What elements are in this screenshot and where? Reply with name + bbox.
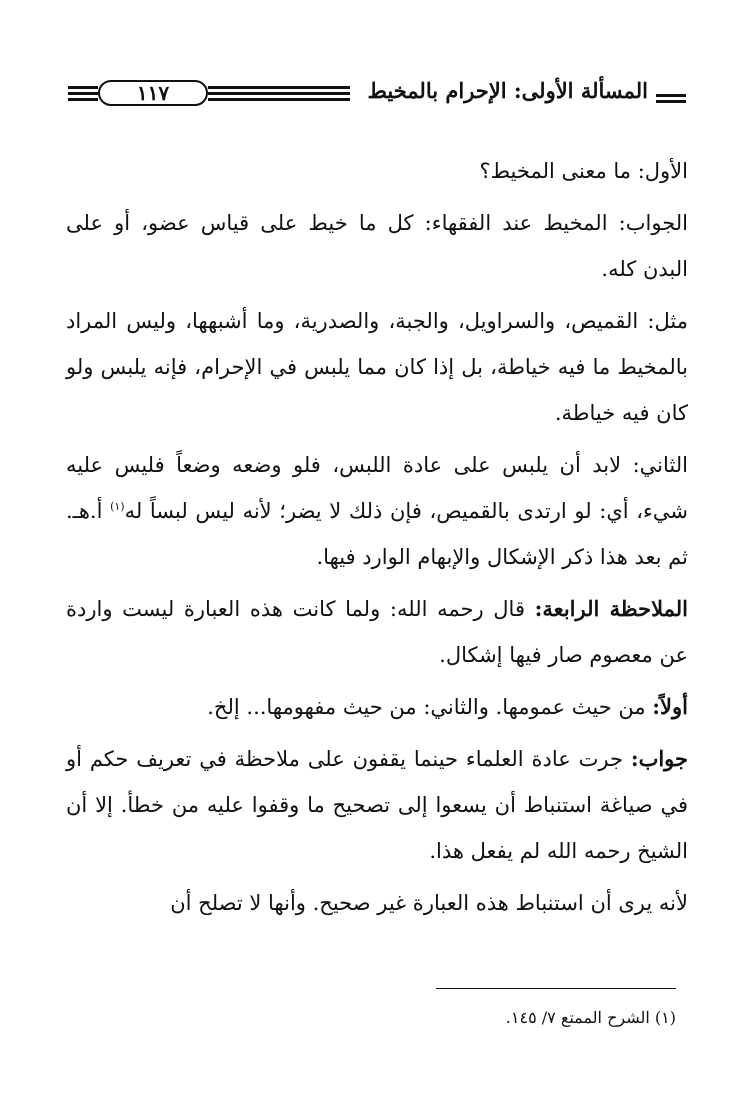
main-text bbox=[66, 148, 688, 932]
paragraph bbox=[66, 684, 688, 730]
header-ornament-right bbox=[656, 94, 686, 106]
paragraph-text: قال رحمه الله: ولما كانت هذه العبارة ليست واردة عن معصوم صار فيها إشكال. bbox=[66, 597, 688, 667]
paragraph: مثل: القميص، والسراويل، والجبة، والصدرية، وما أشبهها، وليس المراد بالمخيط ما فيه خياطة، بل إذا كان مما يلبس في الإحرام، فإنه يلبس ولو كان فيه خياطة. bbox=[66, 309, 688, 425]
header-ornament-middle bbox=[208, 86, 350, 104]
footnote: (١) الشرح الممتع ٧/ ١٤٥. bbox=[505, 1008, 676, 1027]
chapter-title: المسألة الأولى: الإحرام بالمخيط bbox=[367, 78, 648, 103]
paragraph: لأنه يرى أن استنباط هذه العبارة غير صحيح. وأنها لا تصلح أن bbox=[170, 891, 688, 915]
paragraph-text: من حيث عمومها. والثاني: من حيث مفهومها... إلخ. bbox=[207, 695, 653, 719]
header-ornament-left bbox=[68, 86, 98, 104]
paragraph-text: أ.هـ. ثم بعد هذا ذكر الإشكال والإبهام الوارد فيها. bbox=[66, 499, 688, 569]
paragraph: الجواب: المخيط عند الفقهاء: كل ما خيط على قياس عضو، أو على البدن كله. bbox=[66, 211, 688, 281]
paragraph bbox=[66, 442, 688, 580]
paragraph bbox=[66, 586, 688, 678]
paragraph-heading: الملاحظة الرابعة: bbox=[534, 596, 688, 621]
paragraph-text: جرت عادة العلماء حينما يقفون على ملاحظة في تعريف حكم أو في صياغة استنباط أن يسعوا إلى تصحيح ما وقفوا عليه من خطأ. إلا أن الشيخ رحمه الله لم يفعل هذا. bbox=[66, 747, 688, 863]
paragraph-heading: أولاً: bbox=[652, 694, 688, 719]
paragraph-heading: جواب: bbox=[630, 746, 688, 771]
paragraph: الأول: ما معنى المخيط؟ bbox=[479, 159, 688, 183]
footnote-reference[interactable]: (١) bbox=[110, 500, 125, 513]
running-header bbox=[68, 76, 686, 116]
paragraph-text: الثاني: لابد أن يلبس على عادة اللبس، فلو وضعه وضعاً فليس عليه شيء، أي: لو ارتدى بالقميص، فإن ذلك لا يضر؛ لأنه ليس لبساً له bbox=[66, 453, 688, 523]
page-number: ١١٧ bbox=[98, 80, 208, 106]
paragraph bbox=[66, 736, 688, 874]
footnote-divider bbox=[436, 988, 676, 989]
